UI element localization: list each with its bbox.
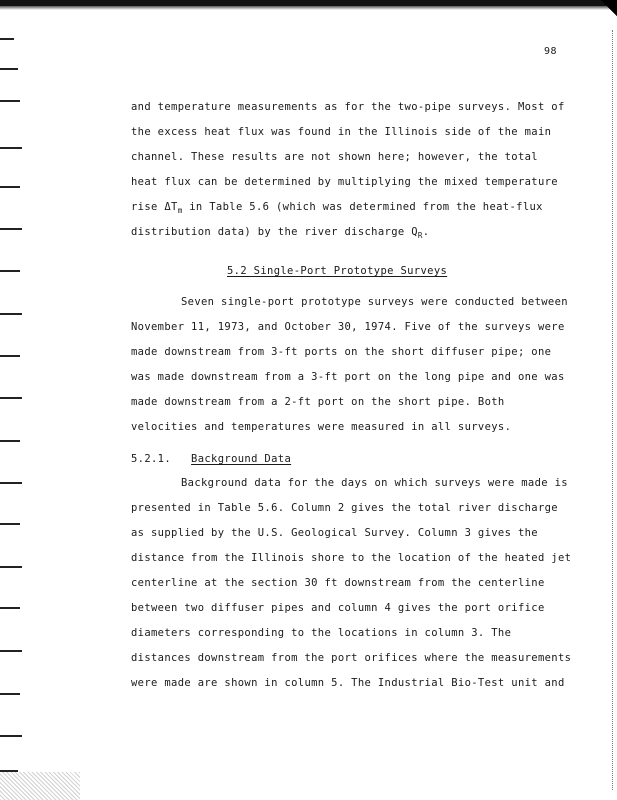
text-line: distance from the Illinois shore to the location of the heated jet [131, 552, 572, 564]
binding-mark [0, 355, 20, 357]
text-fragment: rise ΔT [131, 201, 178, 213]
text-line: the excess heat flux was found in the Illinois side of the main [131, 126, 552, 138]
binding-mark [0, 313, 22, 315]
text-line: distances downstream from the port orifices where the measurements [131, 652, 572, 664]
section-heading: 5.2 Single-Port Prototype Surveys [227, 265, 448, 277]
binding-mark [0, 228, 22, 230]
text-line: between two diffuser pipes and column 4 gives the port orifice [131, 602, 545, 614]
subsection-heading [131, 453, 291, 465]
subsection-title: Background Data [191, 453, 292, 465]
binding-mark [0, 650, 22, 652]
binding-mark [0, 523, 20, 525]
text-fragment: distribution data) by the river discharge Q [131, 226, 418, 238]
text-line: Seven single-port prototype surveys were conducted between [181, 296, 568, 308]
subscript: m [177, 206, 183, 215]
subscript: R [417, 231, 423, 240]
text-line: centerline at the section 30 ft downstream from the centerline [131, 577, 545, 589]
text-fragment: in Table 5.6 (which was determined from the heat-flux [182, 201, 543, 213]
text-line [131, 226, 429, 238]
binding-mark [0, 735, 22, 737]
binding-mark [0, 607, 20, 609]
scan-corner-mark [601, 0, 617, 24]
scan-right-edge [611, 30, 613, 790]
text-line: were made are shown in column 5. The Industrial Bio-Test unit and [131, 677, 565, 689]
binding-mark [0, 566, 22, 568]
binding-mark [0, 68, 18, 70]
text-line: diameters corresponding to the locations in column 3. The [131, 627, 512, 639]
text-line: November 11, 1973, and October 30, 1974. Five of the surveys were [131, 321, 565, 333]
text-line: channel. These results are not shown here; however, the total [131, 151, 538, 163]
binding-mark [0, 100, 20, 102]
binding-mark [0, 440, 20, 442]
binding-mark [0, 770, 18, 772]
text-line: made downstream from a 2-ft port on the short pipe. Both [131, 396, 505, 408]
text-line: was made downstream from a 3-ft port on the long pipe and one was [131, 371, 565, 383]
text-line: Background data for the days on which surveys were made is [181, 477, 568, 489]
text-line: as supplied by the U.S. Geological Survey. Column 3 gives the [131, 527, 538, 539]
binding-mark [0, 482, 22, 484]
binding-edge [0, 0, 26, 800]
text-line: velocities and temperatures were measured in all surveys. [131, 421, 512, 433]
binding-mark [0, 693, 20, 695]
subsection-number: 5.2.1. [131, 453, 172, 465]
binding-mark [0, 397, 22, 399]
page-number: 98 [544, 46, 558, 57]
text-fragment: . [422, 226, 430, 238]
binding-mark [0, 186, 20, 188]
binding-mark [0, 147, 22, 149]
text-line: and temperature measurements as for the two-pipe surveys. Most of [131, 101, 565, 113]
text-line: presented in Table 5.6. Column 2 gives the total river discharge [131, 502, 558, 514]
text-line: made downstream from 3-ft ports on the short diffuser pipe; one [131, 346, 552, 358]
text-line [131, 201, 543, 213]
binding-mark [0, 38, 14, 40]
scan-top-shadow [0, 6, 617, 10]
binding-mark [0, 270, 20, 272]
text-line: heat flux can be determined by multiplying the mixed temperature [131, 176, 558, 188]
